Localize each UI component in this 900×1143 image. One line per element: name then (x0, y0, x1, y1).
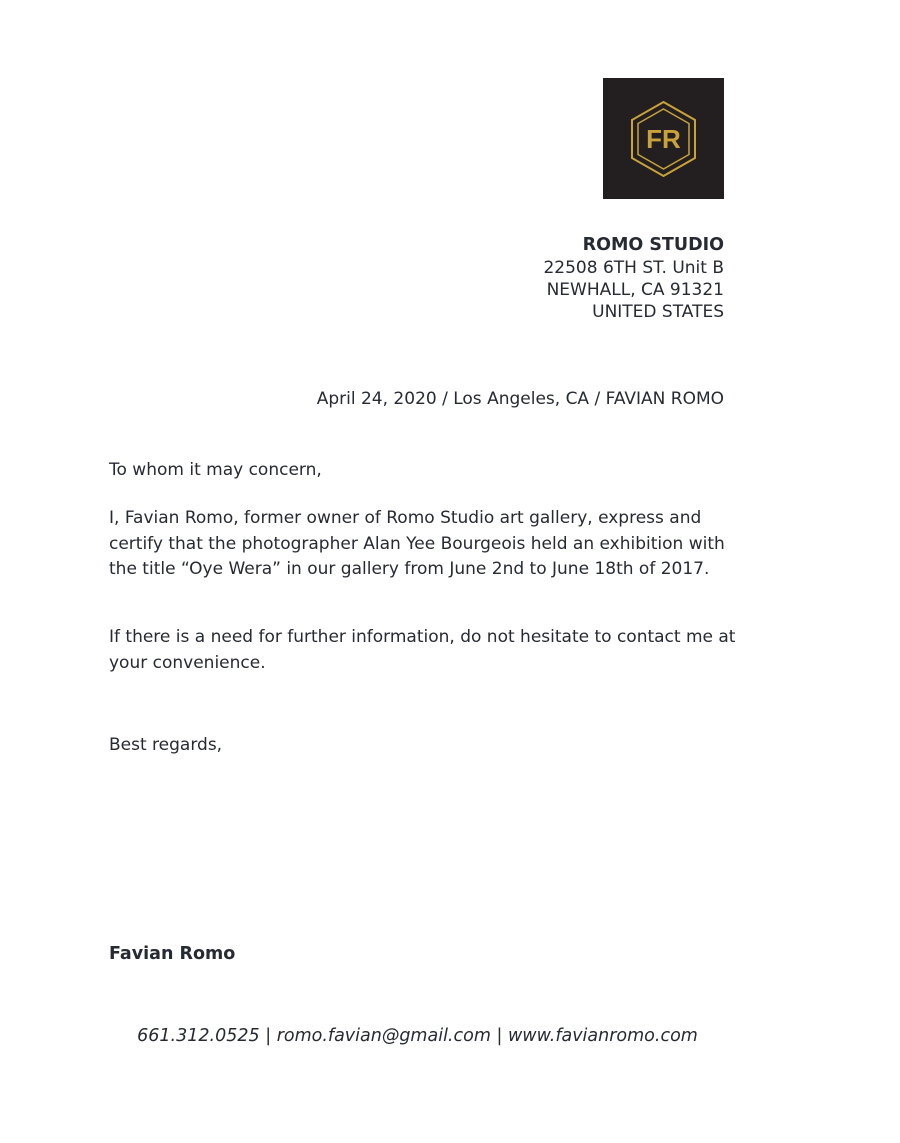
body-paragraph-contact: If there is a need for further information, do not hesitate to contact me at your convenience. (109, 627, 736, 673)
salutation: To whom it may concern, (109, 460, 322, 480)
footer-separator: | (496, 1026, 503, 1046)
footer-phone: 661.312.0525 (137, 1026, 260, 1046)
address-line-country: UNITED STATES (592, 302, 724, 322)
contact-footer (0, 1024, 835, 1048)
body-paragraph-certification: I, Favian Romo, former owner of Romo Studio art gallery, express and certify that the photographer Alan Yee Bourgeois held an exhibition with the title “Oye Wera” in our gallery from June 2nd to June 18th of 2017. (109, 508, 725, 579)
signature-name: Favian Romo (109, 944, 236, 964)
footer-email[interactable]: romo.favian@gmail.com (276, 1026, 491, 1046)
logo-monogram: FR (646, 124, 681, 154)
address-line-city: NEWHALL, CA 91321 (546, 280, 724, 300)
hexagon-monogram-icon (603, 78, 724, 199)
footer-website[interactable]: www.favianromo.com (507, 1026, 698, 1046)
letterhead-address (543, 234, 724, 323)
studio-name: ROMO STUDIO (582, 235, 724, 255)
address-line-street: 22508 6TH ST. Unit B (543, 258, 724, 278)
dateline: April 24, 2020 / Los Angeles, CA / FAVIAN ROMO (316, 389, 724, 409)
closing: Best regards, (109, 735, 223, 755)
romo-studio-logo (603, 78, 724, 199)
footer-separator: | (265, 1026, 272, 1046)
